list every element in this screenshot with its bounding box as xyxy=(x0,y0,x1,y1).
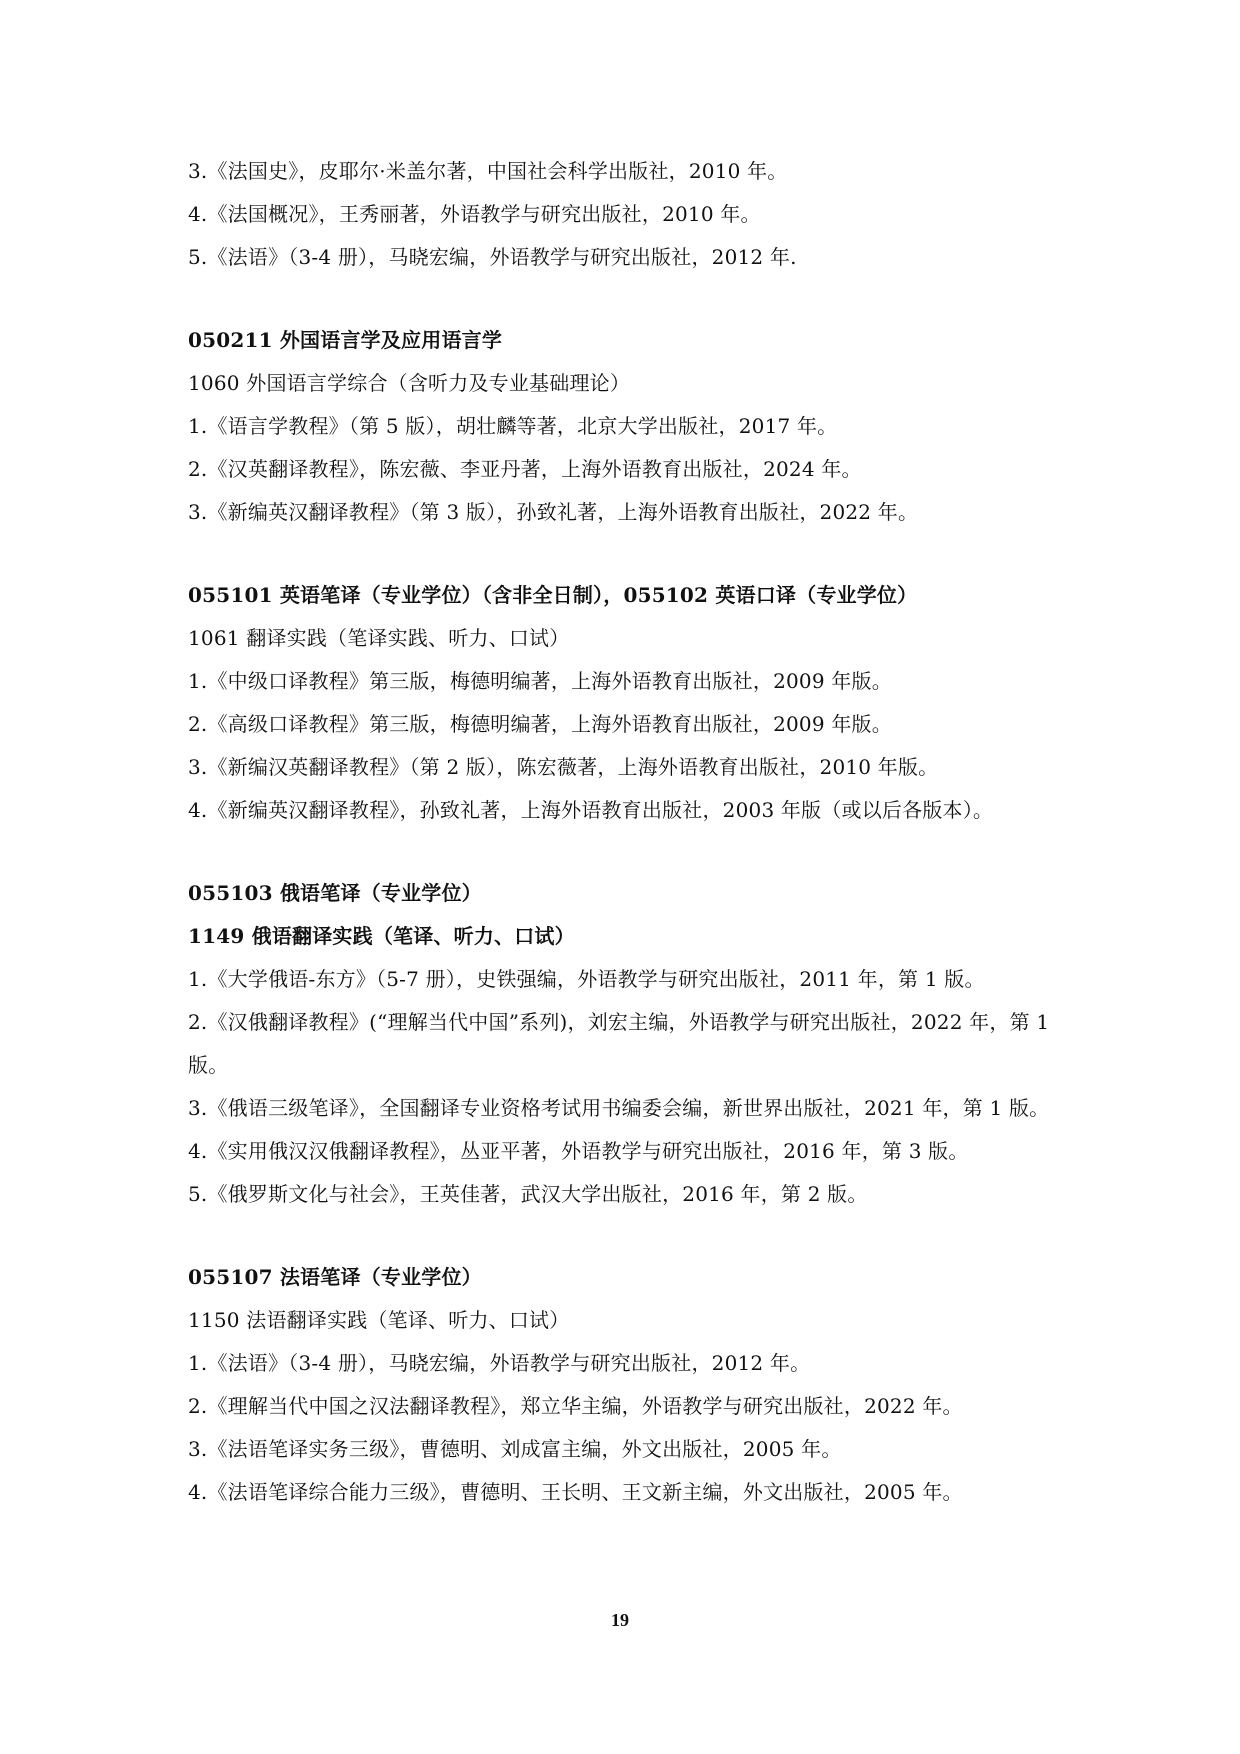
list-item: 2.《理解当代中国之汉法翻译教程》，郑立华主编，外语教学与研究出版社，2022 年。 xyxy=(188,1394,963,1418)
list-item: 3.《法语笔译实务三级》，曹德明、刘成富主编，外文出版社，2005 年。 xyxy=(188,1437,842,1461)
list-item: 2.《汉俄翻译教程》(“理解当代中国”系列)，刘宏主编，外语教学与研究出版社，2022 年，第 1 版。 xyxy=(188,1010,1050,1077)
section-title: 055107 法语笔译（专业学位） xyxy=(188,1265,482,1289)
section-055101 xyxy=(188,574,1068,832)
intro-list xyxy=(188,150,1068,279)
document-body xyxy=(188,150,1068,1514)
list-item: 4.《法国概况》，王秀丽著，外语教学与研究出版社，2010 年。 xyxy=(188,202,761,226)
page-number: 19 xyxy=(611,1610,629,1630)
list-item: 1.《语言学教程》（第 5 版），胡壮麟等著，北京大学出版社，2017 年。 xyxy=(188,414,838,438)
section-gap xyxy=(188,534,1068,574)
section-title: 055101 英语笔译（专业学位）（含非全日制），055102 英语口译（专业学位） xyxy=(188,583,918,607)
section-gap xyxy=(188,1216,1068,1256)
list-item: 2.《高级口译教程》第三版，梅德明编著，上海外语教育出版社，2009 年版。 xyxy=(188,712,892,736)
section-subtitle: 1060 外国语言学综合（含听力及专业基础理论） xyxy=(188,371,631,395)
section-055103 xyxy=(188,872,1068,1216)
list-item: 4.《法语笔译综合能力三级》，曹德明、王长明、王文新主编，外文出版社，2005 年。 xyxy=(188,1480,963,1504)
list-item: 3.《新编汉英翻译教程》（第 2 版），陈宏薇著，上海外语教育出版社，2010 年版。 xyxy=(188,755,939,779)
section-subtitle: 1149 俄语翻译实践（笔译、听力、口试） xyxy=(188,924,575,948)
list-item: 2.《汉英翻译教程》，陈宏薇、李亚丹著，上海外语教育出版社，2024 年。 xyxy=(188,457,862,481)
list-item: 5.《俄罗斯文化与社会》，王英佳著，武汉大学出版社，2016 年，第 2 版。 xyxy=(188,1182,868,1206)
list-item: 1.《大学俄语-东方》（5-7 册），史铁强编，外语教学与研究出版社，2011 年，第 1 版。 xyxy=(188,967,985,991)
section-050211 xyxy=(188,319,1068,534)
section-gap xyxy=(188,832,1068,872)
list-item: 4.《实用俄汉汉俄翻译教程》，丛亚平著，外语教学与研究出版社，2016 年，第 3 版。 xyxy=(188,1139,969,1163)
list-item: 1.《法语》（3-4 册），马晓宏编，外语教学与研究出版社，2012 年。 xyxy=(188,1351,811,1375)
section-title: 055103 俄语笔译（专业学位） xyxy=(188,881,482,905)
section-055107 xyxy=(188,1256,1068,1514)
section-title: 050211 外国语言学及应用语言学 xyxy=(188,328,503,352)
list-item: 1.《中级口译教程》第三版，梅德明编著，上海外语教育出版社，2009 年版。 xyxy=(188,669,892,693)
list-item: 5.《法语》（3-4 册），马晓宏编，外语教学与研究出版社，2012 年. xyxy=(188,245,797,269)
section-gap xyxy=(188,279,1068,319)
list-item: 3.《法国史》，皮耶尔·米盖尔著，中国社会科学出版社，2010 年。 xyxy=(188,159,788,183)
section-subtitle: 1061 翻译实践（笔译实践、听力、口试） xyxy=(188,626,570,650)
section-subtitle: 1150 法语翻译实践（笔译、听力、口试） xyxy=(188,1308,570,1332)
list-item: 3.《新编英汉翻译教程》（第 3 版），孙致礼著，上海外语教育出版社，2022 年。 xyxy=(188,500,919,524)
list-item: 3.《俄语三级笔译》，全国翻译专业资格考试用书编委会编，新世界出版社，2021 年，第 1 版。 xyxy=(188,1096,1050,1120)
list-item: 4.《新编英汉翻译教程》，孙致礼著，上海外语教育出版社，2003 年版（或以后各版本）。 xyxy=(188,798,994,822)
